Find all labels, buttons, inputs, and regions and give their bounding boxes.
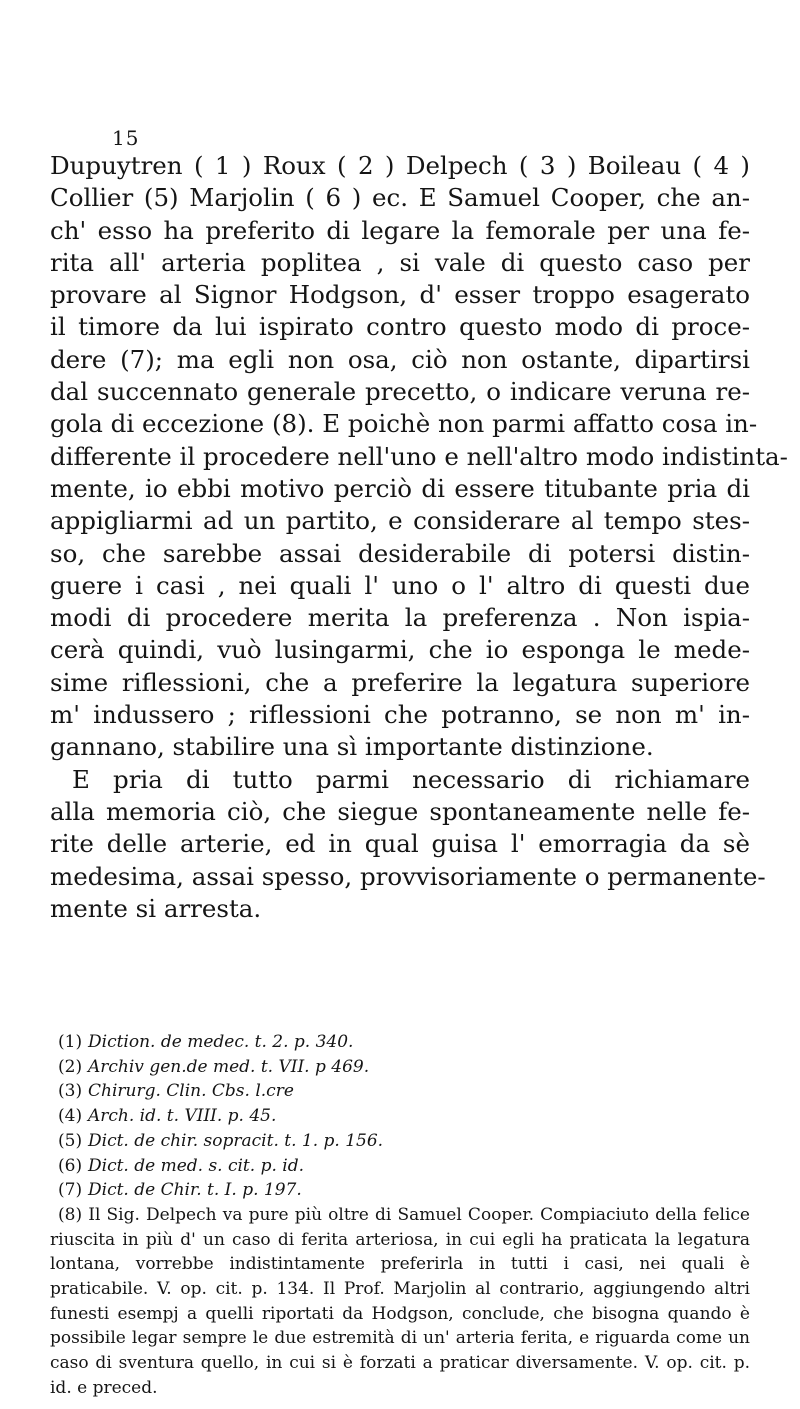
footnote <box>50 1055 750 1080</box>
footnote-number: (4) <box>58 1106 83 1127</box>
text-line: Dupuytren ( 1 ) Roux ( 2 ) Delpech ( 3 ) Boileau ( 4 ) <box>50 151 750 180</box>
footnote-text: Dict. de Chir. t. I. p. 197. <box>88 1180 302 1201</box>
text-line: ch' esso ha preferito di legare la femorale per una fe- <box>50 215 750 245</box>
footnote <box>50 1154 750 1179</box>
text-line: differente il procedere nell'uno e nell'altro modo indistinta- <box>50 441 788 471</box>
text-line: dal succennato generale precetto, o indicare veruna re- <box>50 377 750 407</box>
text-line: gola di eccezione (8). E poichè non parmi affatto cosa in- <box>50 409 758 439</box>
footnote-text: Diction. de medec. t. 2. p. 340. <box>88 1032 354 1052</box>
body-text <box>50 150 788 925</box>
text-line: mente si arresta. <box>50 893 262 923</box>
footnote-long <box>50 1203 750 1401</box>
text-line: mente, io ebbi motivo perciò di essere titubante pria di <box>50 473 750 503</box>
text-line: rita all' arteria poplitea , si vale di questo caso per <box>50 247 750 277</box>
text-line: guere i casi , nei quali l' uno o l' altro di questi due <box>50 570 750 600</box>
text-line: sime riflessioni, che a preferire la legatura superiore <box>50 667 750 697</box>
text-line: gannano, stabilire una sì importante distinzione. <box>50 732 654 762</box>
footnote-text: Dict. de chir. sopracit. t. 1. p. 156. <box>88 1130 384 1151</box>
footnote-text: Arch. id. t. VIII. p. 45. <box>88 1106 277 1127</box>
footnote-number: (6) <box>58 1155 83 1176</box>
footnote-number: (5) <box>58 1130 83 1151</box>
footnote-text: Chirurg. Clin. Cbs. l.cre <box>88 1081 294 1102</box>
text-line: il timore da lui ispirato contro questo modo di proce- <box>50 312 750 342</box>
page-number: 15 <box>112 126 140 150</box>
footnote-text: Dict. de med. s. cit. p. id. <box>88 1155 304 1176</box>
text-line: provare al Signor Hodgson, d' esser troppo esagerato <box>50 280 750 310</box>
footnote <box>50 1104 750 1129</box>
footnote-number: (2) <box>58 1056 83 1077</box>
footnote-text: Il Sig. Delpech va pure più oltre di Samuel Cooper. Compiaciuto della felice riuscita in più d' un caso di ferita arteriosa, in cui egli ha praticata la legatura lontana, vorrebbe indistintamente preferirla in tutti i casi, nei quali è praticabile. V. op. cit. p. 134. Il Prof. Marjolin al contrario, aggiungendo altri funesti esempj a quelli riportati da Hodgson, conclude, che bisogna quando è possibile legar sempre le due estremità di un' arteria ferita, e riguarda come un caso di sventura quello, in cui si è forzati a praticar diversamente. V. op. cit. p. id. e preced. <box>50 1204 750 1398</box>
footnote-number: (7) <box>58 1180 83 1201</box>
text-line: alla memoria ciò, che siegue spontaneamente nelle fe- <box>50 796 750 826</box>
text-line: dere (7); ma egli non osa, ciò non ostante, dipartirsi <box>50 344 750 374</box>
footnote-number: (3) <box>58 1081 83 1102</box>
text-line: cerà quindi, vuò lusingarmi, che io esponga le mede- <box>50 635 750 665</box>
footnote <box>50 1030 750 1055</box>
footnote-number: (1) <box>58 1032 83 1052</box>
text-line: modi di procedere merita la preferenza . Non ispia- <box>50 603 750 633</box>
text-line: appigliarmi ad un partito, e considerare al tempo stes- <box>50 506 750 536</box>
text-line: medesima, assai spesso, provvisoriamente o permanente- <box>50 861 766 891</box>
footnote <box>50 1178 750 1203</box>
footnote-number: (8) <box>58 1204 83 1225</box>
footnote <box>50 1129 750 1154</box>
text-line: Collier (5) Marjolin ( 6 ) ec. E Samuel Cooper, che an- <box>50 183 750 213</box>
text-line: m' indussero ; riflessioni che potranno, se non m' in- <box>50 700 750 730</box>
text-line: so, che sarebbe assai desiderabile di potersi distin- <box>50 538 750 568</box>
footnote-text: Archiv gen.de med. t. VII. p 469. <box>88 1056 370 1077</box>
text-line: rite delle arterie, ed in qual guisa l' emorragia da sè <box>50 829 750 859</box>
footnotes <box>50 1030 750 1401</box>
text-line: E pria di tutto parmi necessario di richiamare <box>72 764 750 794</box>
footnote <box>50 1079 750 1104</box>
